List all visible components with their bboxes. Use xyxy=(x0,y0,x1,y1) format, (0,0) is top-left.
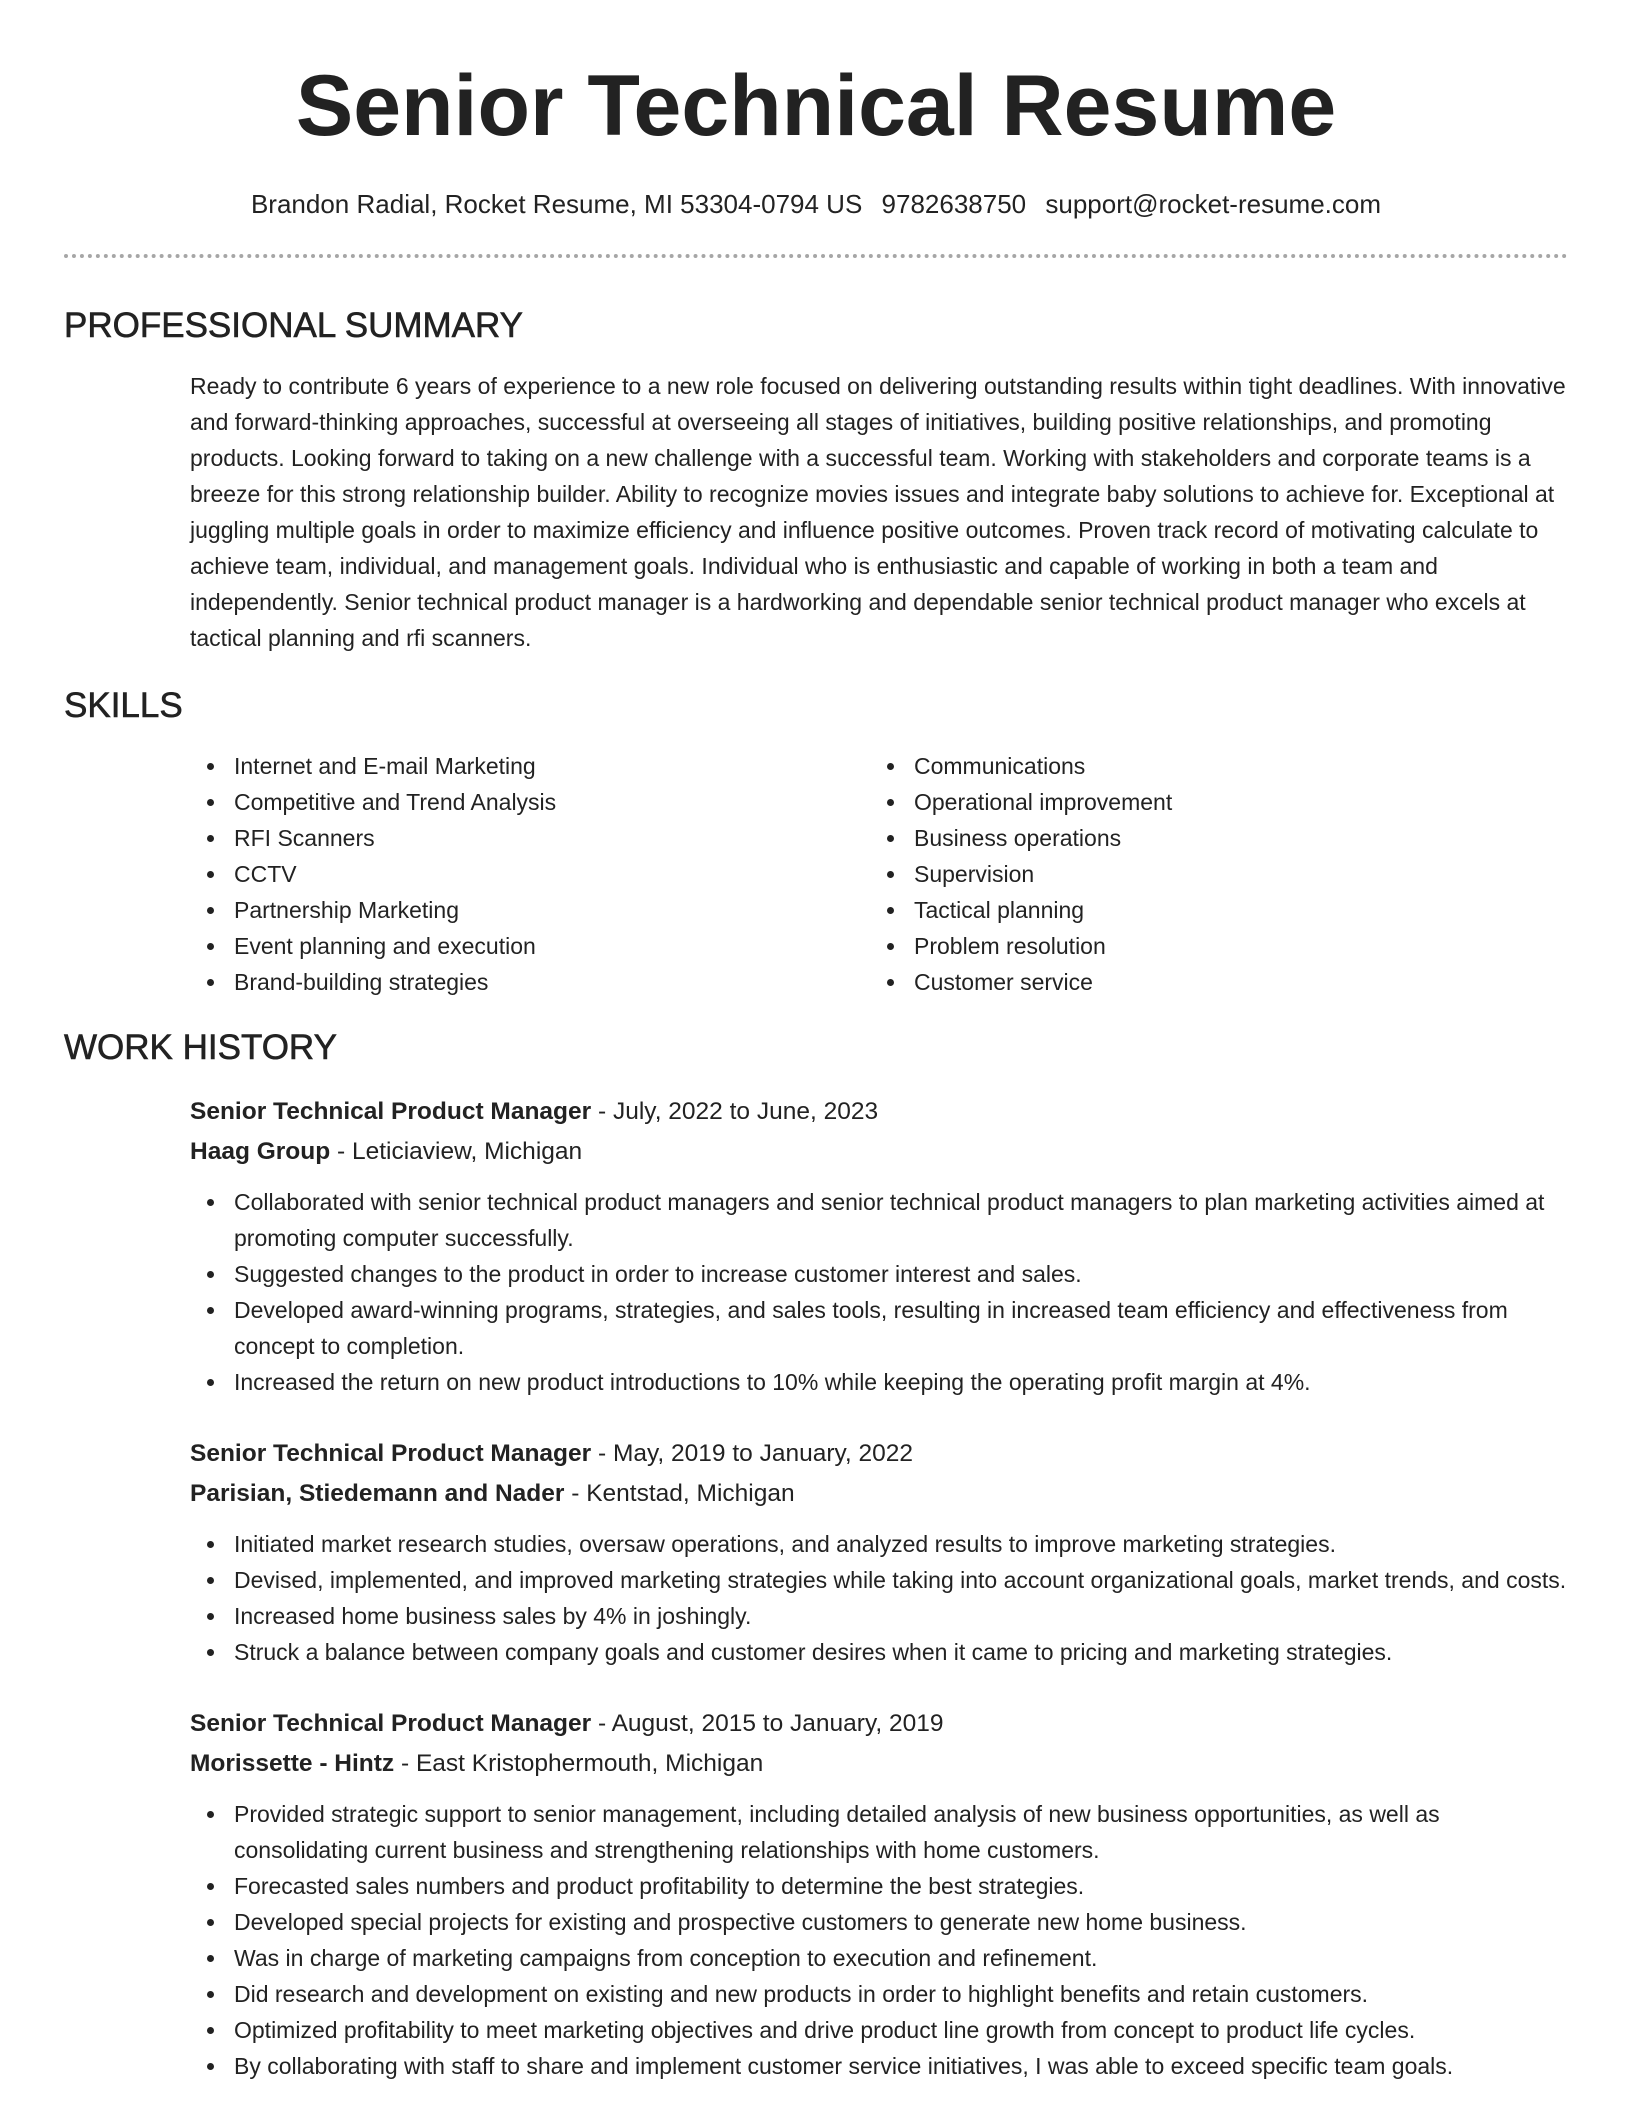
professional-summary-section xyxy=(64,304,1568,656)
skill-item: Competitive and Trend Analysis xyxy=(190,784,870,820)
job-dates: - August, 2015 to January, 2019 xyxy=(591,1710,944,1737)
skills-list-left xyxy=(190,748,870,1000)
job-bullet: Initiated market research studies, oversaw operations, and analyzed results to improve marketing strategies. xyxy=(190,1526,1568,1562)
job-location: - East Kristophermouth, Michigan xyxy=(394,1750,764,1777)
job-entry xyxy=(190,1092,1568,1400)
job-title: Senior Technical Product Manager xyxy=(190,1098,592,1125)
skill-item: Tactical planning xyxy=(870,892,1550,928)
skill-item: Event planning and execution xyxy=(190,928,870,964)
skills-section xyxy=(64,684,1568,1000)
job-bullet: Did research and development on existing and new products in order to highlight benefits and retain customers. xyxy=(190,1976,1568,2012)
skill-item: RFI Scanners xyxy=(190,820,870,856)
skill-item: Operational improvement xyxy=(870,784,1550,820)
skill-item: Brand-building strategies xyxy=(190,964,870,1000)
job-bullet: By collaborating with staff to share and implement customer service initiatives, I was able to exceed specific team goals. xyxy=(190,2048,1568,2084)
job-title-line xyxy=(190,1434,1568,1474)
job-bullet: Forecasted sales numbers and product profitability to determine the best strategies. xyxy=(190,1868,1568,1904)
section-heading-work-history: WORK HISTORY xyxy=(64,1028,337,1067)
job-bullet: Was in charge of marketing campaigns from conception to execution and refinement. xyxy=(190,1940,1568,1976)
job-bullets xyxy=(190,1184,1568,1400)
job-bullet: Collaborated with senior technical product managers and senior technical product managers to plan marketing activities aimed at promoting computer successfully. xyxy=(190,1184,1568,1256)
contact-address: Brandon Radial, Rocket Resume, MI 53304-0794 US xyxy=(250,189,863,219)
job-title-line xyxy=(190,1704,1568,1744)
job-bullet: Suggested changes to the product in order to increase customer interest and sales. xyxy=(190,1256,1568,1292)
resume-title: Senior Technical Resume xyxy=(295,58,1337,154)
skill-item: Problem resolution xyxy=(870,928,1550,964)
section-heading-skills: SKILLS xyxy=(64,686,183,725)
contact-line xyxy=(64,186,1568,222)
contact-phone: 9782638750 xyxy=(881,189,1027,219)
skill-item: Partnership Marketing xyxy=(190,892,870,928)
skill-item: Communications xyxy=(870,748,1550,784)
job-bullet: Optimized profitability to meet marketing objectives and drive product line growth from concept to product life cycles. xyxy=(190,2012,1568,2048)
job-bullet: Provided strategic support to senior management, including detailed analysis of new business opportunities, as well as consolidating current business and strengthening relationships with home customers. xyxy=(190,1796,1568,1868)
header-divider xyxy=(64,254,1568,258)
job-title: Senior Technical Product Manager xyxy=(190,1440,592,1467)
skills-list-right xyxy=(870,748,1550,1000)
job-location: - Kentstad, Michigan xyxy=(564,1480,795,1507)
job-company-line xyxy=(190,1744,1568,1784)
job-title: Senior Technical Product Manager xyxy=(190,1710,592,1737)
job-bullet: Devised, implemented, and improved marketing strategies while taking into account organizational goals, market trends, and costs. xyxy=(190,1562,1568,1598)
skill-item: Business operations xyxy=(870,820,1550,856)
job-location: - Leticiaview, Michigan xyxy=(330,1138,583,1165)
job-company-line xyxy=(190,1132,1568,1172)
job-entry xyxy=(190,1704,1568,2084)
job-company: Haag Group xyxy=(190,1138,331,1165)
job-bullet: Increased the return on new product introductions to 10% while keeping the operating profit margin at 4%. xyxy=(190,1364,1568,1400)
job-dates: - July, 2022 to June, 2023 xyxy=(591,1098,879,1125)
skill-item: CCTV xyxy=(190,856,870,892)
contact-email[interactable]: support@rocket-resume.com xyxy=(1045,189,1382,219)
summary-text: Ready to contribute 6 years of experience to a new role focused on delivering outstanding results within tight deadlines. With innovative and forward-thinking approaches, successful at overseeing all stages of initiatives, building positive relationships, and promoting products. Looking forward to taking on a new challenge with a successful team. Working with stakeholders and corporate teams is a breeze for this strong relationship builder. Ability to recognize movies issues and integrate baby solutions to achieve for. Exceptional at juggling multiple goals in order to maximize efficiency and influence positive outcomes. Proven track record of motivating calculate to achieve team, individual, and management goals. Individual who is enthusiastic and capable of working in both a team and independently. Senior technical product manager is a hardworking and dependable senior technical product manager who excels at tactical planning and rfi scanners. xyxy=(190,373,1566,651)
skills-columns xyxy=(190,748,1568,1000)
work-history-section xyxy=(64,1026,1568,2084)
job-bullets xyxy=(190,1796,1568,2084)
skill-item: Supervision xyxy=(870,856,1550,892)
job-bullet: Increased home business sales by 4% in joshingly. xyxy=(190,1598,1568,1634)
job-bullet: Developed special projects for existing and prospective customers to generate new home business. xyxy=(190,1904,1568,1940)
job-bullet: Developed award-winning programs, strategies, and sales tools, resulting in increased team efficiency and effectiveness from concept to completion. xyxy=(190,1292,1568,1364)
job-company-line xyxy=(190,1474,1568,1514)
job-company: Parisian, Stiedemann and Nader xyxy=(190,1480,565,1507)
job-dates: - May, 2019 to January, 2022 xyxy=(591,1440,914,1467)
job-title-line xyxy=(190,1092,1568,1132)
job-entry xyxy=(190,1434,1568,1670)
section-heading-summary: PROFESSIONAL SUMMARY xyxy=(64,306,523,345)
job-bullets xyxy=(190,1526,1568,1670)
job-company: Morissette - Hintz xyxy=(190,1750,395,1777)
skill-item: Internet and E-mail Marketing xyxy=(190,748,870,784)
job-bullet: Struck a balance between company goals and customer desires when it came to pricing and marketing strategies. xyxy=(190,1634,1568,1670)
skill-item: Customer service xyxy=(870,964,1550,1000)
